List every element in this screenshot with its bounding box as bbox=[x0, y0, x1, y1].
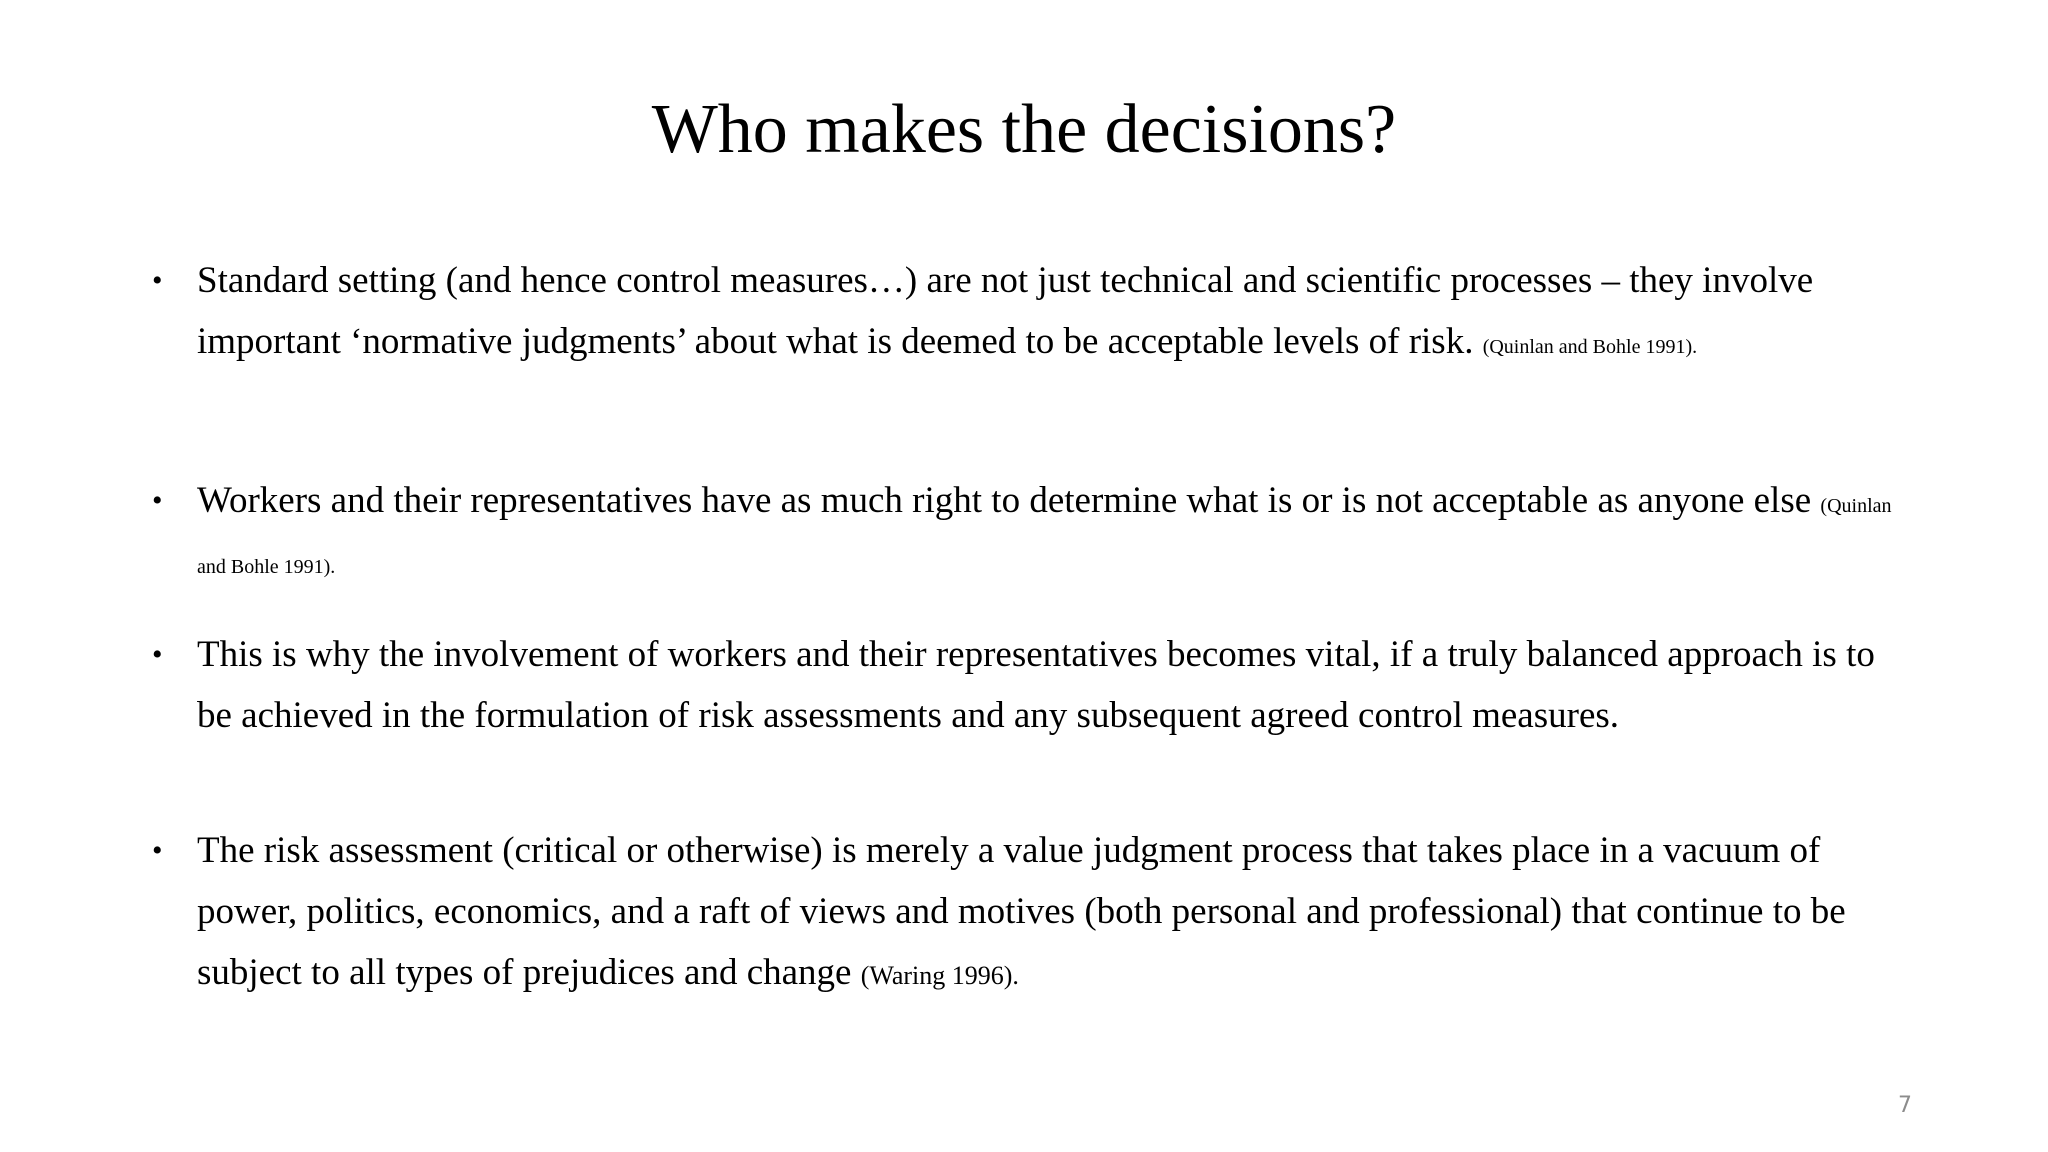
bullet-citation: (Quinlan and Bohle 1991). bbox=[197, 495, 1892, 578]
bullet-list bbox=[148, 250, 1908, 1003]
bullet-icon: • bbox=[152, 484, 163, 517]
bullet-item-standard-setting bbox=[148, 250, 1908, 372]
bullet-text: The risk assessment (critical or otherwise) is merely a value judgment process that takes place in a vacuum of power, politics, economics, and a raft of views and motives (both personal and professional) that continue to be subject to all types of prejudices and change bbox=[197, 830, 1846, 993]
slide-title: Who makes the decisions? bbox=[651, 91, 1397, 168]
bullet-citation: (Quinlan and Bohle 1991). bbox=[1482, 336, 1698, 358]
bullet-icon: • bbox=[152, 638, 163, 671]
bullet-item-worker-involvement bbox=[148, 624, 1908, 746]
page-number: 7 bbox=[1898, 1093, 1912, 1118]
bullet-text: Standard setting (and hence control measures…) are not just technical and scientific processes – they involve important ‘normative judgments’ about what is deemed to be acceptable levels of risk. bbox=[197, 260, 1814, 362]
bullet-citation: (Waring 1996). bbox=[860, 961, 1019, 990]
bullet-text: Workers and their representatives have as much right to determine what is or is not acceptable as anyone else bbox=[197, 480, 1812, 521]
bullet-item-risk-assessment bbox=[148, 820, 1908, 1003]
bullet-item-workers-rights bbox=[148, 470, 1908, 592]
bullet-icon: • bbox=[152, 264, 163, 297]
bullet-icon: • bbox=[152, 834, 163, 867]
bullet-text: This is why the involvement of workers and their representatives becomes vital, if a truly balanced approach is to be achieved in the formulation of risk assessments and any subsequent agreed control measures. bbox=[197, 634, 1875, 736]
